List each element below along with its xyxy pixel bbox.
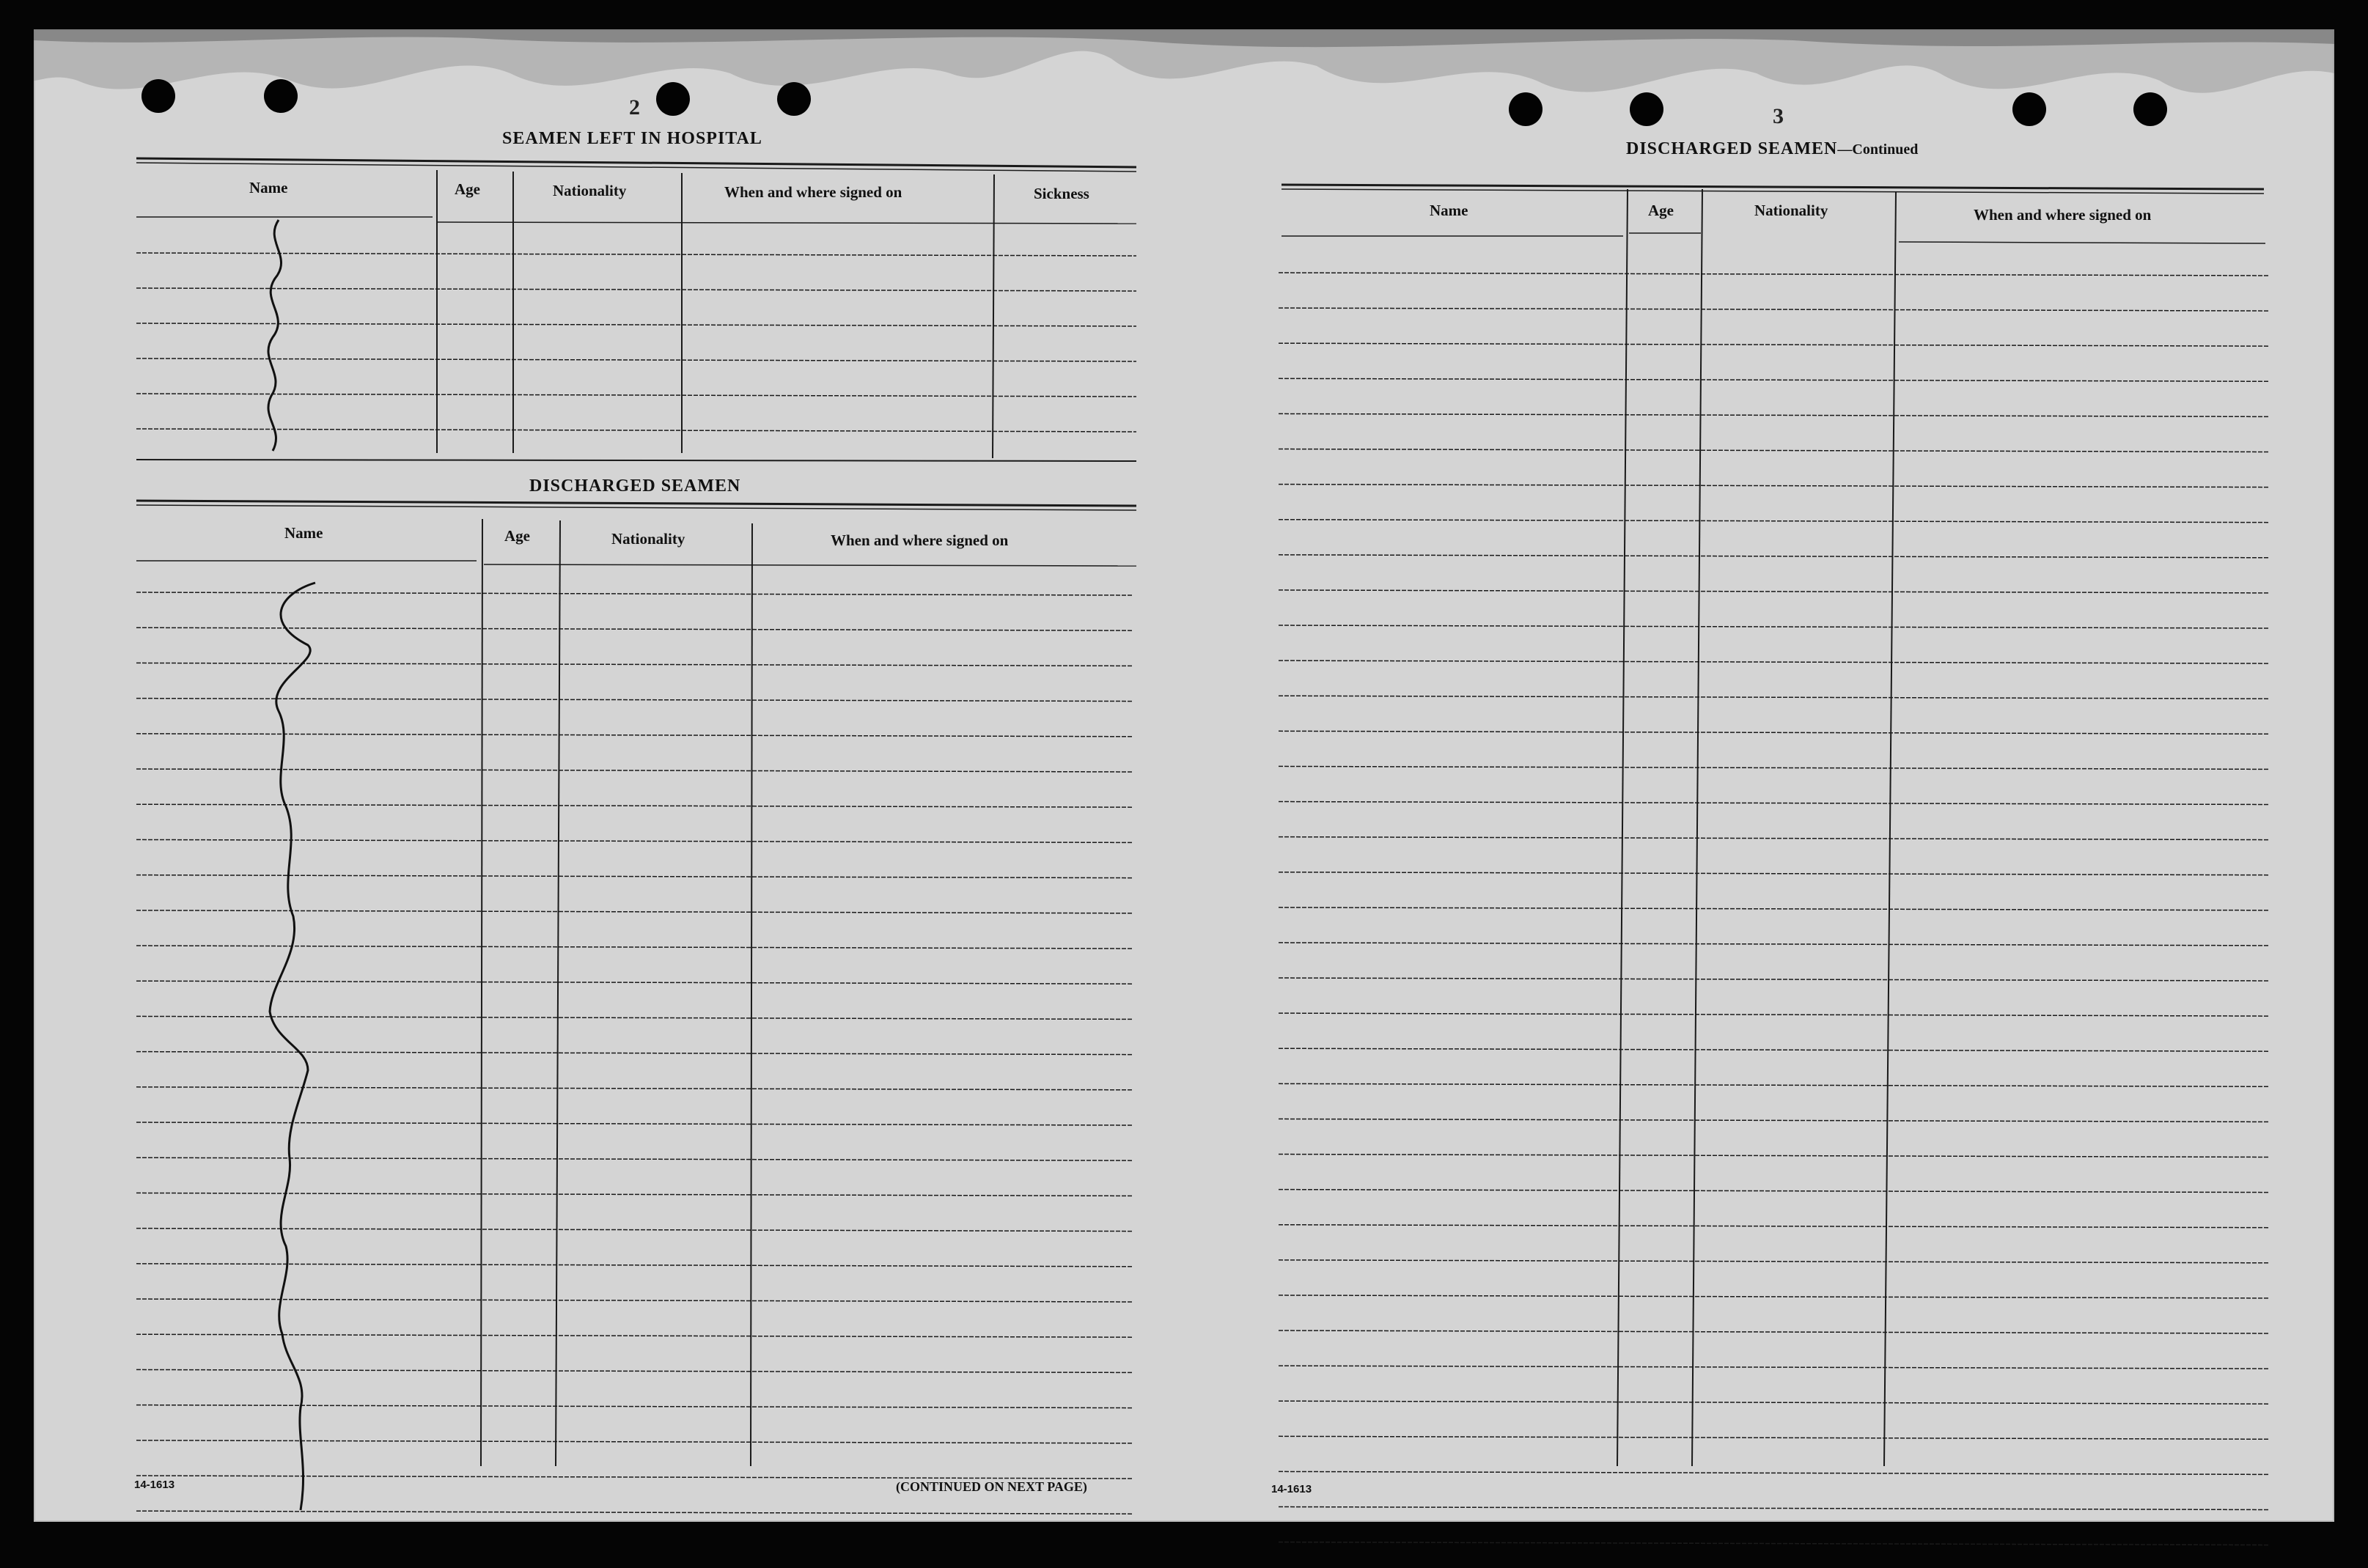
discharged-row-rule <box>136 946 1133 949</box>
hospital-row-rule <box>136 253 1136 256</box>
hospital-col-when-where: When and where signed on <box>724 183 902 201</box>
hospital-col-age: Age <box>455 180 480 198</box>
discharged-col-divider <box>751 523 752 1466</box>
continued-row-rule <box>1279 1366 2270 1369</box>
continued-row-rule <box>1279 802 2270 805</box>
continued-row-rule <box>1279 1225 2270 1228</box>
discharged-row-rule <box>136 1122 1133 1125</box>
hospital-ditto-stroke <box>268 220 282 451</box>
discharged-col-divider <box>556 520 560 1466</box>
discharged-row-rule <box>136 839 1133 842</box>
discharged-row-rule <box>136 1405 1133 1408</box>
continued-row-rule <box>1279 766 2270 769</box>
discharged-row-rule <box>136 769 1133 772</box>
discharged-row-rule <box>136 1369 1133 1372</box>
continued-row-rule <box>1279 731 2270 734</box>
continued-top-rule <box>1282 185 2264 189</box>
hospital-row-rule <box>136 358 1136 361</box>
discharged-row-rule <box>136 1299 1133 1302</box>
continued-row-rule <box>1279 378 2270 381</box>
hospital-row-rule <box>136 429 1136 432</box>
discharged-row-rule <box>136 699 1133 702</box>
continued-col-age: Age <box>1648 202 1674 219</box>
discharged-row-rule <box>136 910 1133 913</box>
hospital-row-rule <box>136 288 1136 291</box>
discharged-col-divider <box>481 519 482 1466</box>
discharged-col-name: Name <box>284 524 323 542</box>
discharged-row-rule <box>136 1334 1133 1337</box>
continued-row-rule <box>1279 1119 2270 1122</box>
continued-row-rule <box>1279 273 2270 276</box>
continued-row-rule <box>1279 625 2270 628</box>
continued-row-rule <box>1279 1048 2270 1051</box>
hospital-col-sickness: Sickness <box>1034 185 1089 202</box>
continued-row-rule <box>1279 343 2270 346</box>
discharged-col-nationality: Nationality <box>611 530 685 548</box>
continued-row-rule <box>1279 1330 2270 1333</box>
continued-row-rule <box>1279 1507 2270 1510</box>
discharged-row-rule <box>136 1157 1133 1160</box>
continued-row-rule <box>1279 1260 2270 1263</box>
continued-row-rule <box>1279 696 2270 699</box>
hospital-top-rule <box>136 163 1136 172</box>
continued-row-rule <box>1279 413 2270 416</box>
continued-row-rule <box>1279 308 2270 311</box>
discharged-header-rule <box>484 564 1136 566</box>
continued-row-rule <box>1279 449 2270 452</box>
discharged-section-title: DISCHARGED SEAMEN <box>529 476 741 496</box>
continued-row-rule <box>1279 1190 2270 1193</box>
continued-row-rule <box>1279 1542 2270 1545</box>
hospital-bottom-rule <box>136 460 1136 461</box>
discharged-row-rule <box>136 1476 1133 1479</box>
continued-row-rule <box>1279 1083 2270 1086</box>
right-page-number: 3 <box>1773 104 1784 128</box>
discharged-row-rule <box>136 1052 1133 1055</box>
continued-col-nationality: Nationality <box>1754 202 1828 219</box>
discharged-row-rule <box>136 1229 1133 1232</box>
continued-col-name: Name <box>1430 202 1468 219</box>
continued-col-divider <box>1884 192 1896 1466</box>
continued-row-rule <box>1279 485 2270 487</box>
continued-row-rule <box>1279 908 2270 910</box>
left-form-code: 14-1613 <box>134 1479 175 1491</box>
discharged-row-rule <box>136 592 1133 595</box>
discharged-row-rule <box>136 1016 1133 1019</box>
discharged-row-rule <box>136 1440 1133 1443</box>
continued-row-rule <box>1279 590 2270 593</box>
continued-col-divider <box>1692 189 1702 1466</box>
continued-row-rule <box>1279 1013 2270 1016</box>
discharged-row-rule <box>136 1264 1133 1267</box>
continued-row-rule <box>1279 943 2270 946</box>
discharged-continued-title-main: DISCHARGED SEAMEN <box>1626 139 1838 158</box>
continued-col-divider <box>1617 189 1628 1466</box>
hospital-col-divider <box>993 174 994 458</box>
continued-row-rule <box>1279 555 2270 558</box>
continued-note: (CONTINUED ON NEXT PAGE) <box>896 1479 1087 1494</box>
continued-row-rule <box>1279 520 2270 523</box>
continued-row-rule <box>1279 872 2270 875</box>
continued-row-rule <box>1279 1471 2270 1474</box>
discharged-col-when-where: When and where signed on <box>831 531 1009 549</box>
discharged-row-rule <box>136 663 1133 666</box>
discharged-top-rule <box>136 501 1136 506</box>
discharged-row-rule <box>136 1511 1133 1514</box>
continued-header-rule <box>1899 242 2265 243</box>
discharged-ditto-stroke <box>270 583 315 1510</box>
hospital-row-rule <box>136 323 1136 326</box>
discharged-row-rule <box>136 1087 1133 1090</box>
continued-row-rule <box>1279 1295 2270 1298</box>
hospital-col-nationality: Nationality <box>553 182 627 199</box>
continued-row-rule <box>1279 660 2270 663</box>
continued-row-rule <box>1279 1155 2270 1157</box>
discharged-row-rule <box>136 875 1133 878</box>
hospital-row-rule <box>136 394 1136 397</box>
hospital-section-title: SEAMEN LEFT IN HOSPITAL <box>502 129 762 148</box>
continued-top-rule <box>1282 189 2264 194</box>
hospital-header-rule <box>437 222 1136 224</box>
continued-row-rule <box>1279 978 2270 981</box>
continued-row-rule <box>1279 1401 2270 1404</box>
discharged-col-age: Age <box>504 527 530 545</box>
discharged-row-rule <box>136 981 1133 984</box>
left-page-number: 2 <box>629 95 640 119</box>
hospital-col-name: Name <box>249 179 288 196</box>
continued-col-when-where: When and where signed on <box>1974 206 2152 224</box>
discharged-row-rule <box>136 734 1133 737</box>
discharged-continued-title-suffix: —Continued <box>1837 141 1919 158</box>
continued-row-rule <box>1279 837 2270 840</box>
continued-row-rule <box>1279 1436 2270 1439</box>
hospital-top-rule <box>136 158 1136 167</box>
right-form-code: 14-1613 <box>1271 1483 1312 1495</box>
